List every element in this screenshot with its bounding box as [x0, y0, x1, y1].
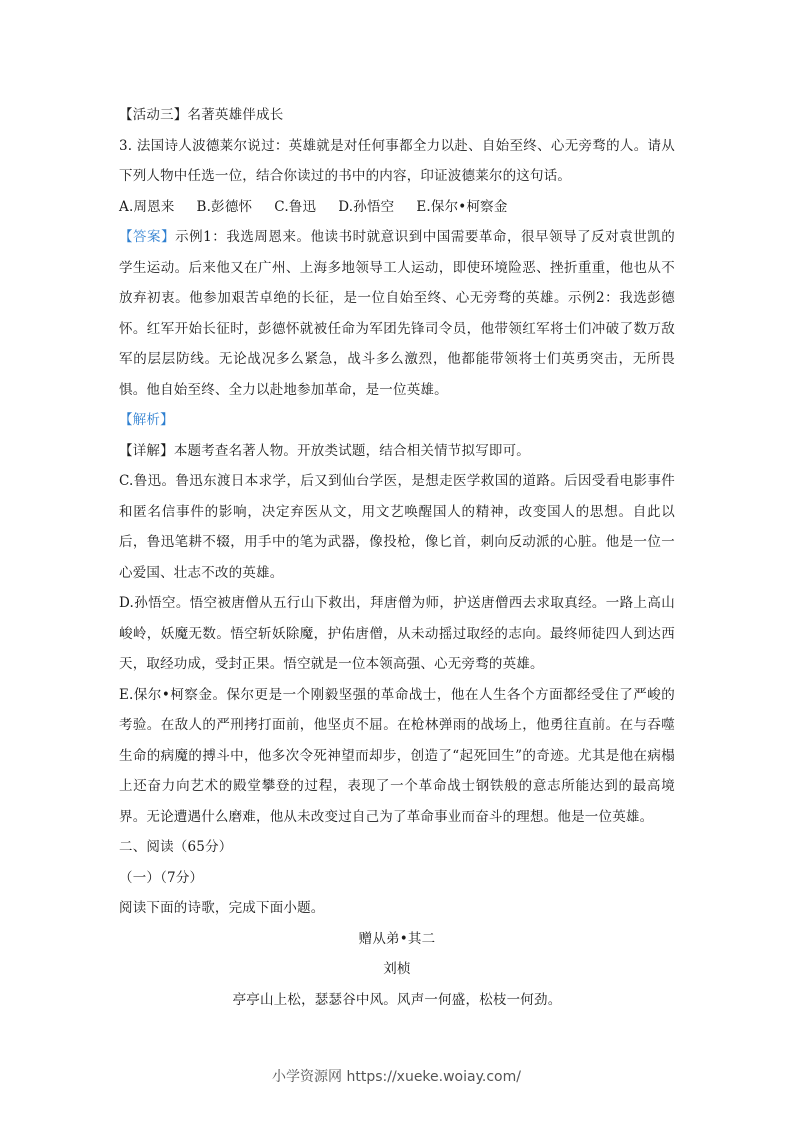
option-a: A.周恩来	[119, 198, 175, 215]
poem-author: 刘桢	[383, 961, 411, 977]
question-options	[119, 192, 675, 223]
activity-heading	[119, 100, 675, 131]
section-heading: 二、阅读（65分）	[119, 839, 233, 855]
detail-item-e: E.保尔•柯察金。保尔更是一个刚毅坚强的革命战士，他在人生各个方面都经受住了严峻的考验。在敌人的严刑拷打面前，他坚贞不屈。在枪林弹雨的战场上，他勇往直前。在与吞噬生命的病魔的搏斗中，他多次令死神望而却步，创造了“起死回生”的奇迹。尤其是他在病榻上还奋力向艺术的殿堂攀登的过程，表现了一个革命战士钢铁般的意志所能达到的最高境界。无论遭遇什么磨难，他从未改变过自己为了革命事业而奋斗的理想。他是一位英雄。	[119, 686, 675, 825]
poem-title: 赠从弟•其二	[358, 930, 436, 947]
answer-tag: 【答案】	[119, 229, 176, 245]
analysis-tag: 【解析】	[119, 412, 174, 428]
activity-tag: 【活动三】	[119, 107, 188, 123]
option-c: C.鲁迅	[274, 198, 317, 215]
detail-tag: 【详解】	[119, 442, 174, 459]
reading-instruction: 阅读下面的诗歌，完成下面小题。	[119, 900, 325, 916]
option-d: D.孙悟空	[338, 198, 395, 215]
detail-text: 本题考查名著人物。开放类试题，结合相关情节拟写即可。	[173, 442, 531, 459]
analysis-heading	[119, 405, 675, 436]
detail-heading	[119, 436, 675, 467]
detail-item-d: D.孙悟空。悟空被唐僧从五行山下救出，拜唐僧为师，护送唐僧西去求取真经。一路上高山峻岭，妖魔无数。悟空斩妖除魔，护佑唐僧，从未动摇过取经的志向。最终师徒四人到达西天，取经功成，受封正果。悟空就是一位本领高强、心无旁骛的英雄。	[119, 595, 675, 672]
subsection-heading: （一）（7分）	[119, 869, 204, 886]
poem-line: 亭亭山上松，瑟瑟谷中风。风声一何盛，松枝一何劲。	[232, 991, 562, 1008]
footer-watermark: 小学资源网 https://xueke.woiay.com/	[272, 1069, 521, 1085]
question-text: 3. 法国诗人波德莱尔说过：英雄就是对任何事都全力以赴、自始至终、心无旁骛的人。请从下列人物中任选一位，结合你读过的书中的内容，印证波德莱尔的这句话。	[119, 137, 675, 184]
option-b: B.彭德怀	[196, 198, 253, 215]
activity-title: 名著英雄伴成长	[187, 107, 284, 123]
document-page	[119, 100, 675, 1015]
answer-text: 示例1：我选周恩来。他读书时就意识到中国需要革命，很早领导了反对袁世凯的学生运动。后来他又在广州、上海多地领导工人运动，即使环境险恶、挫折重重，他也从不放弃初衷。他参加艰苦卓绝的长征，是一位自始至终、心无旁骛的英雄。示例2：我选彭德怀。红军开始长征时，彭德怀就被任命为军团先锋司令员，他带领红军将士们冲破了数万敌军的层层防线。无论战况多么紧急，战斗多么激烈，他都能带领将士们英勇突击，无所畏惧。他自始至终、全力以赴地参加革命，是一位英雄。	[119, 229, 675, 398]
answer-block	[119, 222, 675, 405]
detail-item-c: C.鲁迅。鲁迅东渡日本求学，后又到仙台学医，是想走医学救国的道路。后因受看电影事件和匿名信事件的影响，决定弃医从文，用文艺唤醒国人的精神，改变国人的思想。自此以后，鲁迅笔耕不辍，用手中的笔为武器，像投枪，像匕首，刺向反动派的心脏。他是一位一心爱国、壮志不改的英雄。	[119, 473, 675, 581]
option-e: E.保尔•柯察金	[416, 198, 508, 215]
